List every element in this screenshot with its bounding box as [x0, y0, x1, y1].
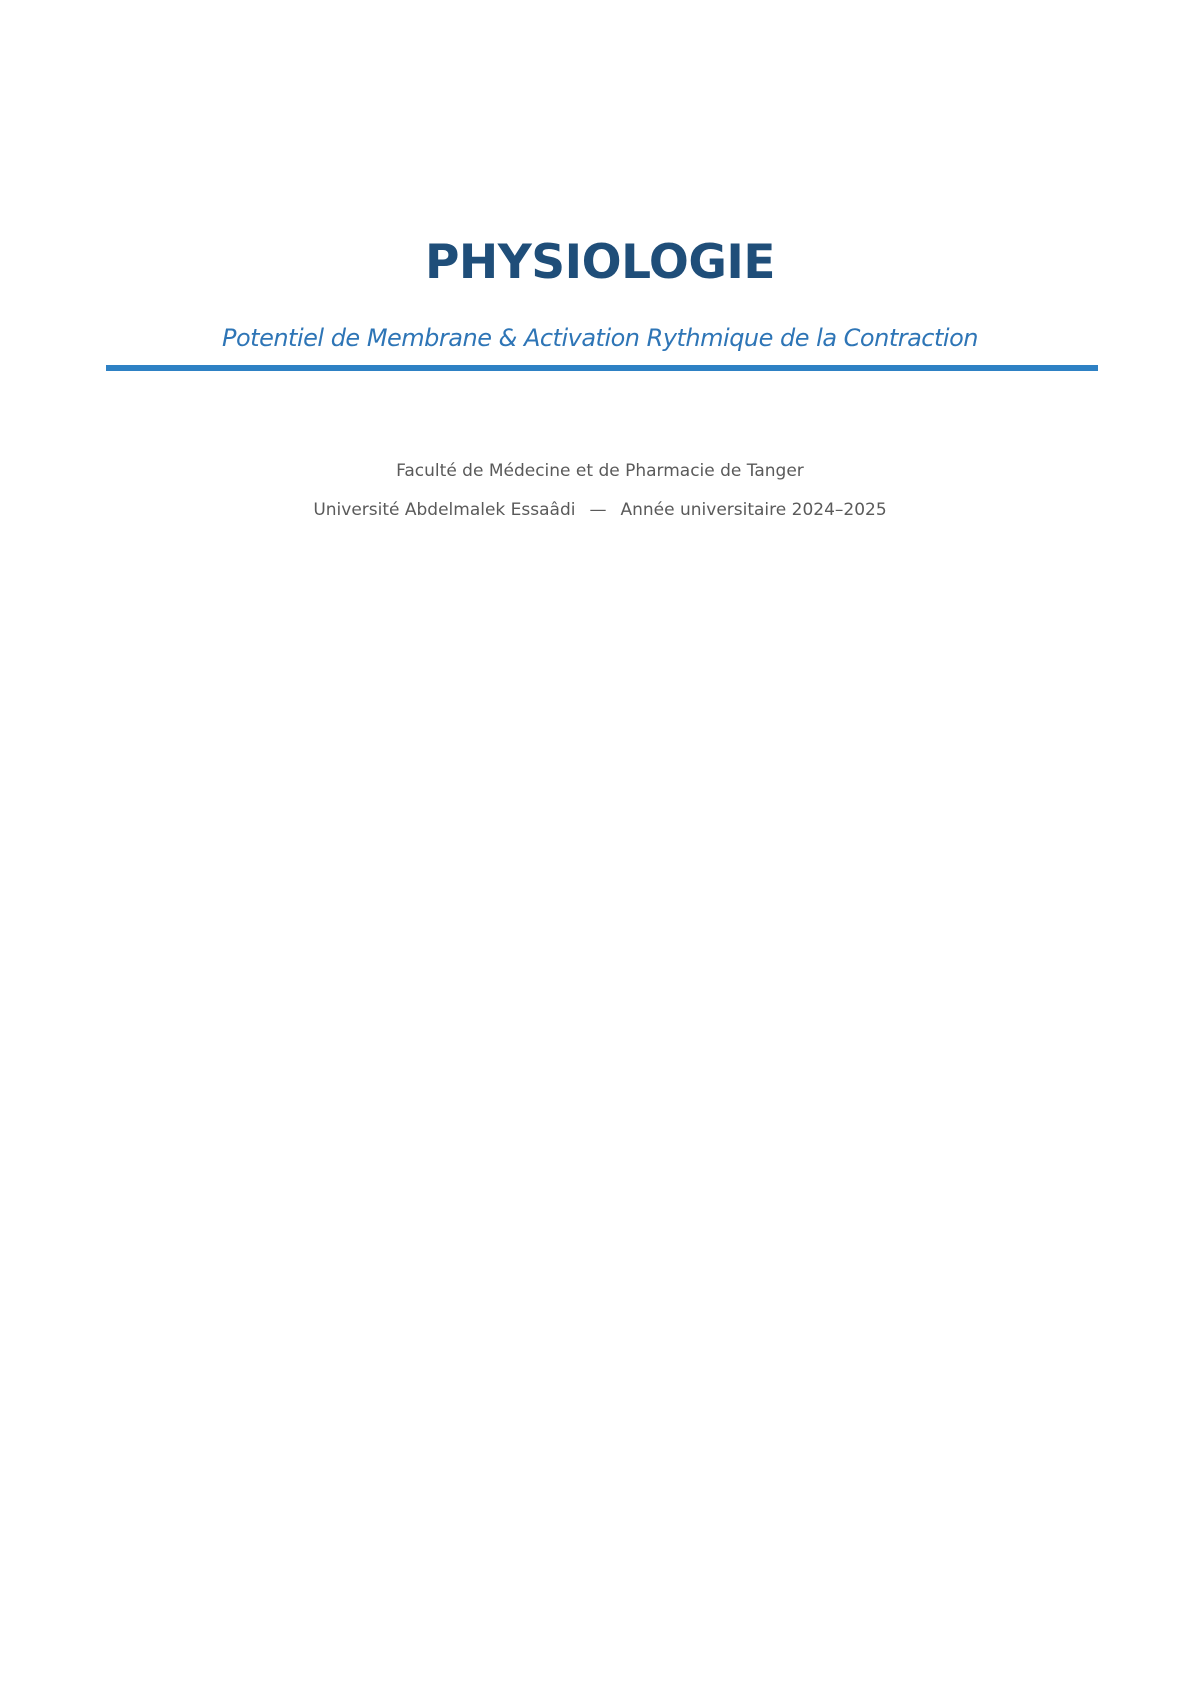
title-divider	[106, 365, 1098, 371]
academic-year: Année universitaire 2024–2025	[620, 500, 887, 520]
faculty-line: Faculté de Médecine et de Pharmacie de Tanger	[396, 461, 804, 481]
document-title: PHYSIOLOGIE	[424, 235, 775, 290]
document-subtitle: Potentiel de Membrane & Activation Rythmique de la Contraction	[222, 324, 978, 352]
line-separator: —	[589, 500, 607, 520]
university-year-line	[0, 498, 1200, 522]
university-name: Université Abdelmalek Essaâdi	[313, 500, 576, 520]
